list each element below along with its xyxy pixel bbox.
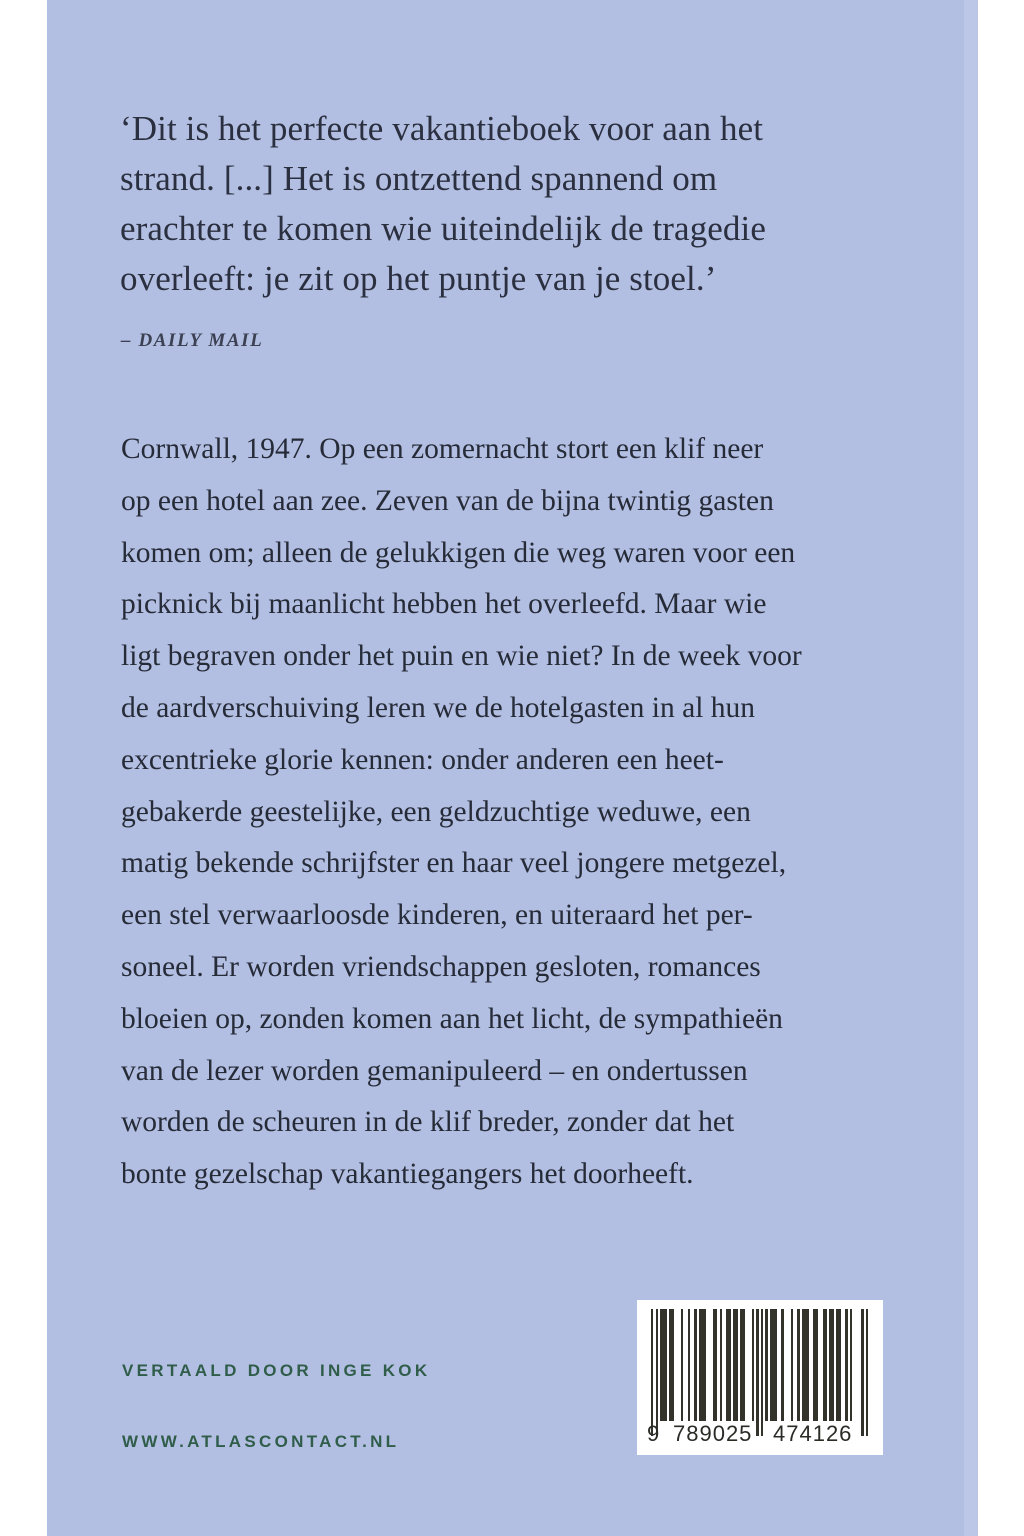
blurb-line: Cornwall, 1947. Op een zomernacht stort een klif neer <box>121 433 764 465</box>
barcode-bar <box>699 1309 706 1421</box>
blurb-line: bloeien op, zonden komen aan het licht, de sympathieën <box>121 1002 783 1035</box>
blurb-line: op een hotel aan zee. Zeven van de bijna twintig gasten <box>121 484 774 517</box>
blurb-line: soneel. Er worden vriendschappen gesloten, romances <box>121 950 761 983</box>
barcode-space <box>852 1309 861 1421</box>
barcode-lead-digit: 9 <box>647 1421 661 1446</box>
barcode-bar <box>866 1309 868 1436</box>
blurb-line: een stel verwaarloosde kinderen, en uiteraard het per- <box>121 899 753 932</box>
isbn-barcode <box>637 1300 883 1455</box>
blurb-line: matig bekende schrijfster en haar veel jongere metgezel, <box>121 847 787 880</box>
pull-quote-attribution: – DAILY MAIL <box>121 330 264 351</box>
barcode-space <box>706 1309 713 1421</box>
blurb-line: picknick bij maanlicht hebben het overleefd. Maar wie <box>121 588 767 621</box>
barcode-bar <box>660 1309 667 1421</box>
blurb-line: ligt begraven onder het puin en wie niet? In de week voor <box>121 640 802 673</box>
blurb-text <box>121 424 881 1201</box>
blurb-line: de aardverschuiving leren we de hotelgasten in al hun <box>121 691 756 724</box>
pull-quote-line: erachter te komen wie uiteindelijk de tragedie <box>120 209 766 248</box>
blurb-line: excentrieke glorie kennen: onder anderen een heet- <box>121 743 724 776</box>
blurb-line: komen om; alleen de gelukkigen die weg waren voor een <box>121 536 796 569</box>
translator-credit: VERTAALD DOOR INGE KOK <box>122 1361 431 1380</box>
barcode-bar <box>802 1309 809 1421</box>
barcode-digits <box>637 1421 883 1451</box>
barcode-bar <box>770 1309 777 1421</box>
pull-quote <box>120 104 850 304</box>
barcode-space <box>784 1309 791 1421</box>
pull-quote-line: overleeft: je zit op het puntje van je stoel.’ <box>120 259 717 298</box>
pull-quote-line: strand. [...] Het is ontzettend spannend om <box>120 159 718 198</box>
blurb-line: worden de scheuren in de klif breder, zonder dat het <box>121 1106 735 1139</box>
barcode-space <box>674 1309 681 1421</box>
pull-quote-line: ‘Dit is het perfecte vakantieboek voor aan het <box>120 109 764 148</box>
barcode-right-group: 474126 <box>773 1421 853 1446</box>
publisher-website[interactable]: WWW.ATLASCONTACT.NL <box>122 1432 400 1451</box>
blurb-line: van de lezer worden gemanipuleerd – en ondertussen <box>121 1054 748 1087</box>
blurb-line: bonte gezelschap vakantiegangers het doorheeft. <box>121 1158 694 1191</box>
barcode-space <box>745 1309 752 1421</box>
blurb-line: gebakerde geestelijke, een geldzuchtige weduwe, een <box>121 795 751 828</box>
barcode-left-group: 789025 <box>673 1421 753 1446</box>
barcode-bars <box>651 1309 869 1421</box>
